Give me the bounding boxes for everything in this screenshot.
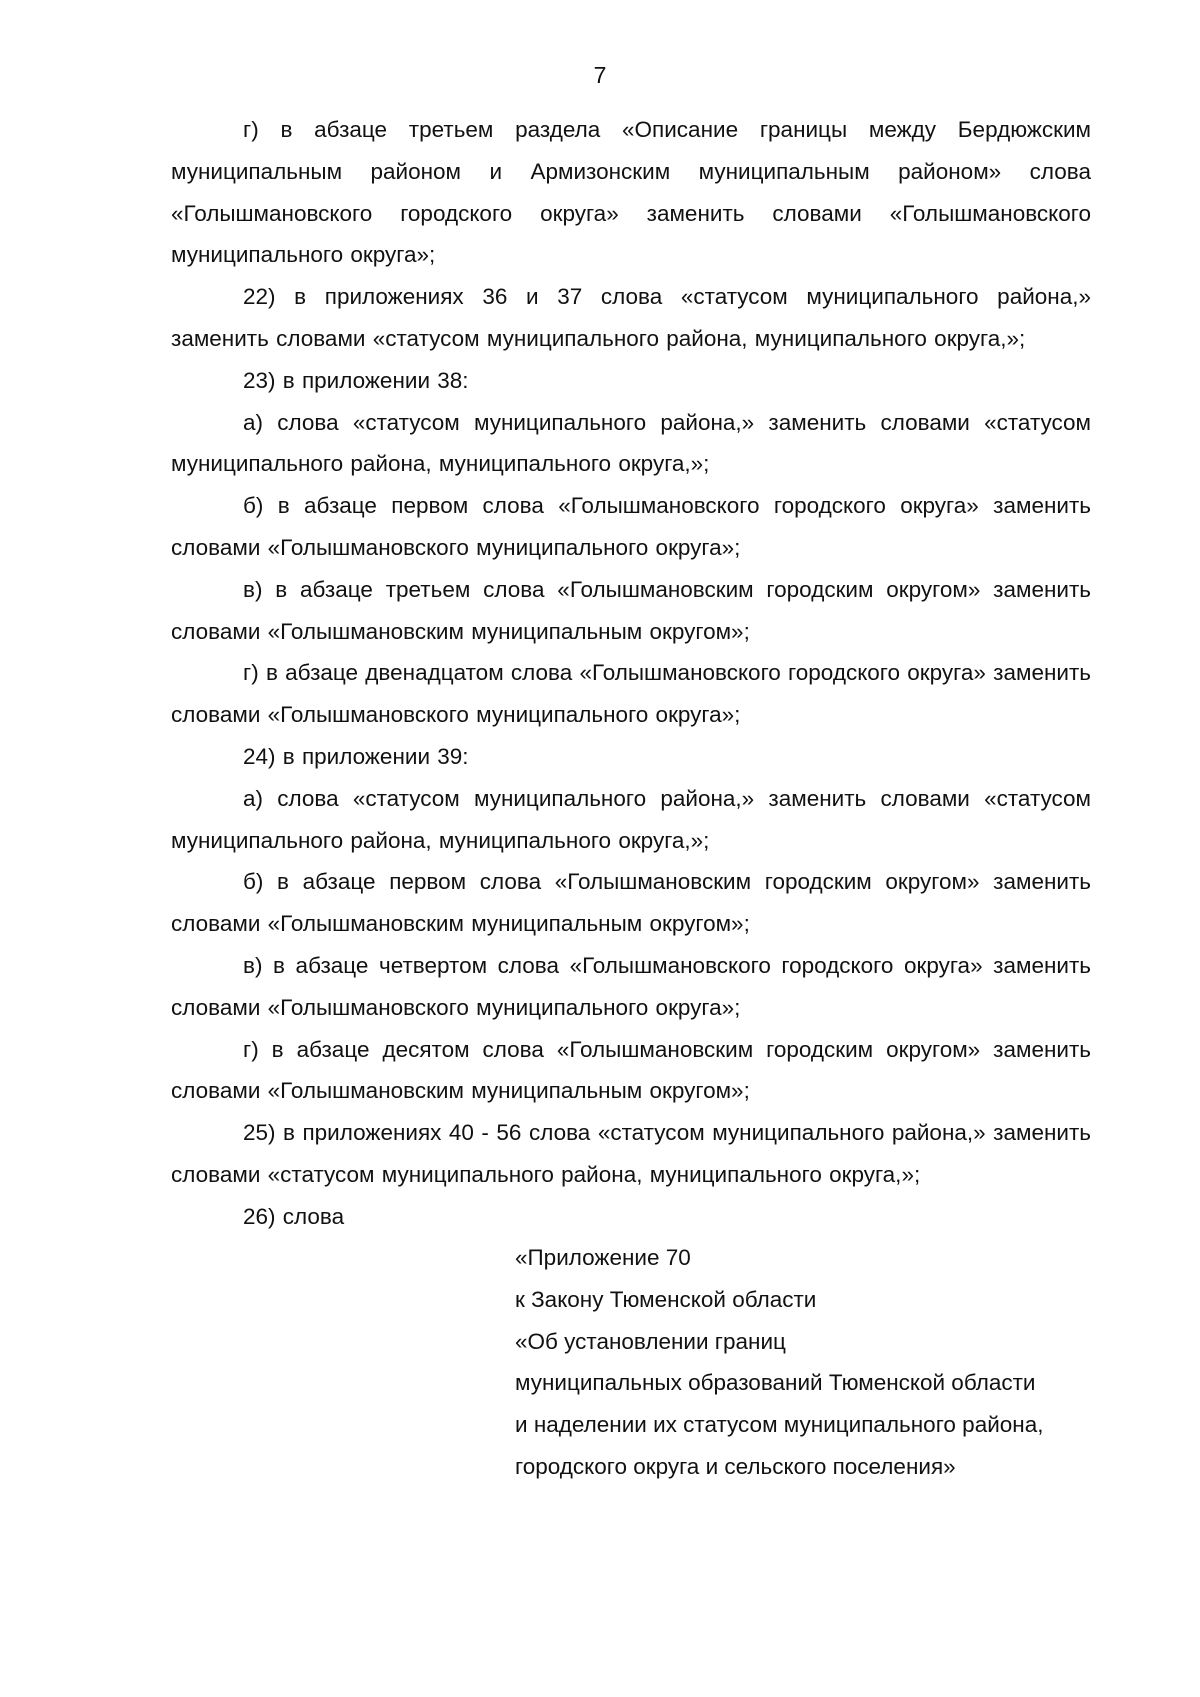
paragraph-22: 22) в приложениях 36 и 37 слова «статусом муниципального района,» заменить словами «статусом муниципального района, муниципального округа,»; <box>171 284 1091 351</box>
appendix-heading-quote <box>515 1237 1095 1488</box>
paragraph-25: 25) в приложениях 40 - 56 слова «статусом муниципального района,» заменить словами «статусом муниципального района, муниципального округа,»; <box>171 1120 1091 1187</box>
paragraph-24-a: а) слова «статусом муниципального района,» заменить словами «статусом муниципального района, муниципального округа,»; <box>171 785 1091 853</box>
paragraph-23-v: в) в абзаце третьем слова «Голышмановским городским округом» заменить словами «Голышмановским муниципальным округом»; <box>171 576 1091 644</box>
page-number: 7 <box>593 62 607 88</box>
paragraph-23-g: г) в абзаце двенадцатом слова «Голышмановского городского округа» заменить словами «Голышмановского муниципального округа»; <box>171 660 1091 728</box>
quote-line: к Закону Тюменской области <box>515 1286 817 1312</box>
paragraph-24-g: г) в абзаце десятом слова «Голышмановским городским округом» заменить словами «Голышмановским муниципальным округом»; <box>171 1036 1091 1104</box>
paragraph-24-b: б) в абзаце первом слова «Голышмановским городским округом» заменить словами «Голышмановским муниципальным округом»; <box>171 869 1091 937</box>
document-body <box>171 109 1091 1238</box>
paragraph-24-v: в) в абзаце четвертом слова «Голышмановского городского округа» заменить словами «Голышмановского муниципального округа»; <box>171 952 1091 1020</box>
paragraph-23: 23) в приложении 38: <box>243 367 469 393</box>
quote-line: городского округа и сельского поселения» <box>515 1453 956 1479</box>
paragraph-23-a: а) слова «статусом муниципального района,» заменить словами «статусом муниципального района, муниципального округа,»; <box>171 409 1091 477</box>
paragraph-26: 26) слова <box>243 1203 345 1229</box>
quote-line: «Об установлении границ <box>515 1328 786 1354</box>
paragraph-23-b: б) в абзаце первом слова «Голышмановского городского округа» заменить словами «Голышмановского муниципального округа»; <box>171 493 1091 560</box>
quote-line: и наделении их статусом муниципального района, <box>515 1412 1044 1438</box>
paragraph-g-description-border: г) в абзаце третьем раздела «Описание границы между Бердюжским муниципальным районом и Армизонским муниципальным районом» слова «Голышмановского городского округа» заменить словами «Голышмановского муниципального округа»; <box>171 117 1091 268</box>
quote-line: муниципальных образований Тюменской области <box>515 1370 1036 1396</box>
quote-line: «Приложение 70 <box>515 1245 691 1270</box>
paragraph-24: 24) в приложении 39: <box>243 743 469 769</box>
